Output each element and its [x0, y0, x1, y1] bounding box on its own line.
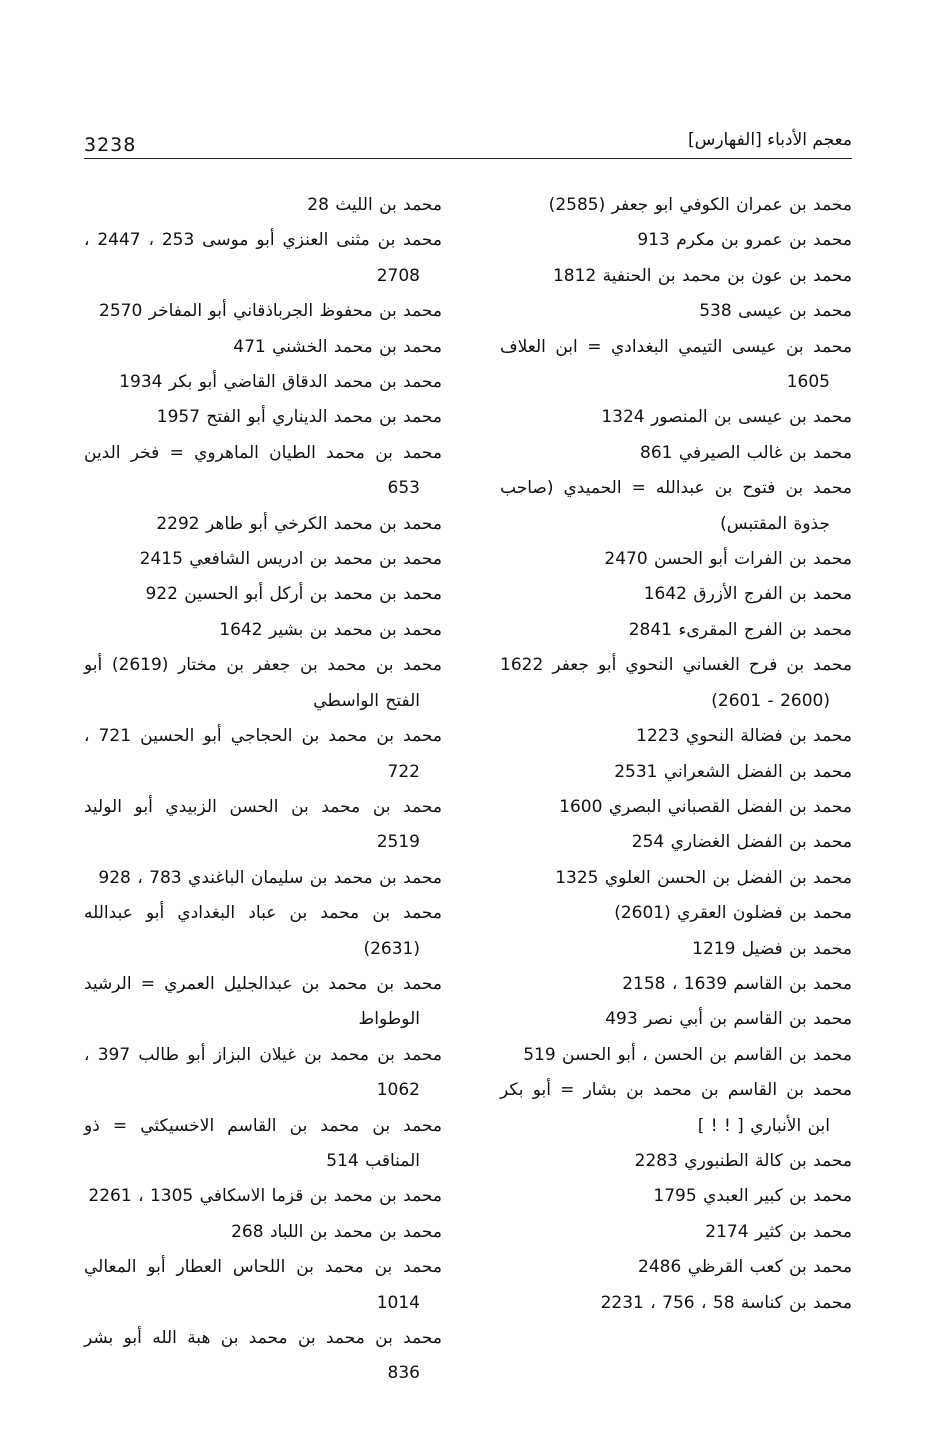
index-entry: محمد بن محمد الديناري أبو الفتح 1957 [156, 407, 442, 428]
index-entry: محمد بن القاسم بن الحسن ، أبو الحسن 519 [523, 1044, 852, 1065]
running-title: معجم الأدباء [الفهارس] [687, 130, 852, 150]
index-entry: محمد بن كعب القرظي 2486 [638, 1257, 852, 1278]
index-entry: محمد بن القاسم بن محمد بن بشار = أبو بكر ابن الأنباري [ ! ! ] [500, 1080, 852, 1136]
index-entry: محمد بن محمد الكرخي أبو طاهر 2292 [156, 513, 442, 534]
index-entry: محمد بن كبير العبدي 1795 [653, 1186, 852, 1207]
index-entry: محمد بن غالب الصيرفي 861 [640, 442, 852, 463]
index-entry: محمد بن فرح الغساني النحوي أبو جعفر 1622 (2600 - 2601) [500, 655, 852, 711]
index-entry: محمد بن محمد بن محمد بن هبة الله أبو بشر 836 [84, 1328, 442, 1384]
index-entry: محمد بن محمد بن سليمان الباغندي 783 ، 928 [98, 867, 442, 888]
index-entry: محمد بن الفضل الغضاري 254 [631, 832, 852, 853]
index-entry: محمد بن عون بن محمد بن الحنفية 1812 [552, 265, 852, 286]
index-entry: محمد بن مثنى العنزي أبو موسى 253 ، 2447 ، 2708 [84, 230, 443, 286]
index-entry: محمد بن محمد الدقاق القاضي أبو بكر 1934 [119, 372, 442, 393]
index-entry: محمد بن عيسى 538 [699, 301, 852, 322]
header-rule [84, 158, 852, 159]
index-entry: محمد بن القاسم بن أبي نصر 493 [605, 1009, 852, 1030]
index-entry: محمد بن كالة الطنبوري 2283 [634, 1150, 852, 1171]
index-entry: محمد بن محمد بن الحسن الزبيدي أبو الوليد 2519 [84, 796, 442, 853]
index-entry: محمد بن محمد بن قزما الاسكافي 1305 ، 2261 [88, 1186, 442, 1207]
index-entry: محمد بن عمران الكوفي ابو جعفر (2585) [548, 195, 852, 215]
index-entry: محمد بن فضلون العقري (2601) [614, 903, 852, 924]
index-entry: محمد بن عيسى التيمي البغدادي = ابن العلاف 1605 [500, 336, 852, 393]
index-entry: محمد بن الفرات أبو الحسن 2470 [604, 549, 852, 570]
index-column-left [84, 188, 442, 1392]
index-entry: محمد بن محفوظ الجرباذقاني أبو المفاخر 2570 [99, 301, 442, 322]
index-entry: محمد بن محمد بن بشير 1642 [219, 619, 442, 640]
index-entry: محمد بن القاسم 1639 ، 2158 [622, 973, 852, 994]
index-entry: محمد بن محمد بن ادريس الشافعي 2415 [139, 549, 442, 570]
index-entry: محمد بن عيسى بن المنصور 1324 [601, 407, 852, 428]
index-entry: محمد بن محمد بن القاسم الاخسيكثي = ذو المناقب 514 [84, 1115, 442, 1171]
index-entry: محمد بن محمد بن جعفر بن مختار (2619) أبو الفتح الواسطي [84, 655, 442, 711]
index-entry: محمد بن كناسة 58 ، 756 ، 2231 [600, 1292, 852, 1313]
index-entry: محمد بن محمد بن اللباد 268 [231, 1221, 442, 1242]
index-entry: محمد بن الفرج المقرىء 2841 [628, 619, 852, 640]
index-entry: محمد بن الفضل القصباني البصري 1600 [559, 796, 852, 817]
index-entry: محمد بن فضيل 1219 [692, 938, 852, 959]
index-entry: محمد بن عمرو بن مكرم 913 [637, 230, 852, 251]
index-entry: محمد بن محمد بن الحجاجي أبو الحسين 721 ، 722 [84, 726, 442, 782]
index-entry: محمد بن محمد الخشني 471 [233, 336, 442, 357]
index-entry: محمد بن محمد بن عبدالجليل العمري = الرشيد الوطواط [84, 973, 442, 1030]
index-entry: محمد بن الفضل بن الحسن العلوي 1325 [555, 867, 852, 888]
index-column-right [500, 188, 852, 1321]
index-entry: محمد بن محمد بن غيلان البزاز أبو طالب 397 ، 1062 [84, 1044, 442, 1101]
index-entry: محمد بن كثير 2174 [705, 1221, 852, 1242]
index-entry: محمد بن محمد بن اللحاس العطار أبو المعالي 1014 [84, 1257, 442, 1313]
index-entry: محمد بن فضالة النحوي 1223 [636, 726, 852, 747]
page-header [84, 126, 852, 160]
index-entry: محمد بن محمد بن عباد البغدادي أبو عبدالله (2631) [84, 903, 442, 959]
index-entry: محمد بن فتوح بن عبدالله = الحميدي (صاحب جذوة المقتبس) [500, 478, 852, 534]
index-entry: محمد بن محمد بن أركل أبو الحسين 922 [145, 584, 442, 605]
page-number: 3238 [84, 134, 137, 156]
index-entry: محمد بن الفضل الشعراني 2531 [614, 761, 852, 782]
index-entry: محمد بن الليث 28 [307, 195, 442, 215]
index-entry: محمد بن الفرج الأزرق 1642 [643, 584, 852, 605]
index-entry: محمد بن محمد الطيان الماهروي = فخر الدين 653 [84, 442, 442, 499]
